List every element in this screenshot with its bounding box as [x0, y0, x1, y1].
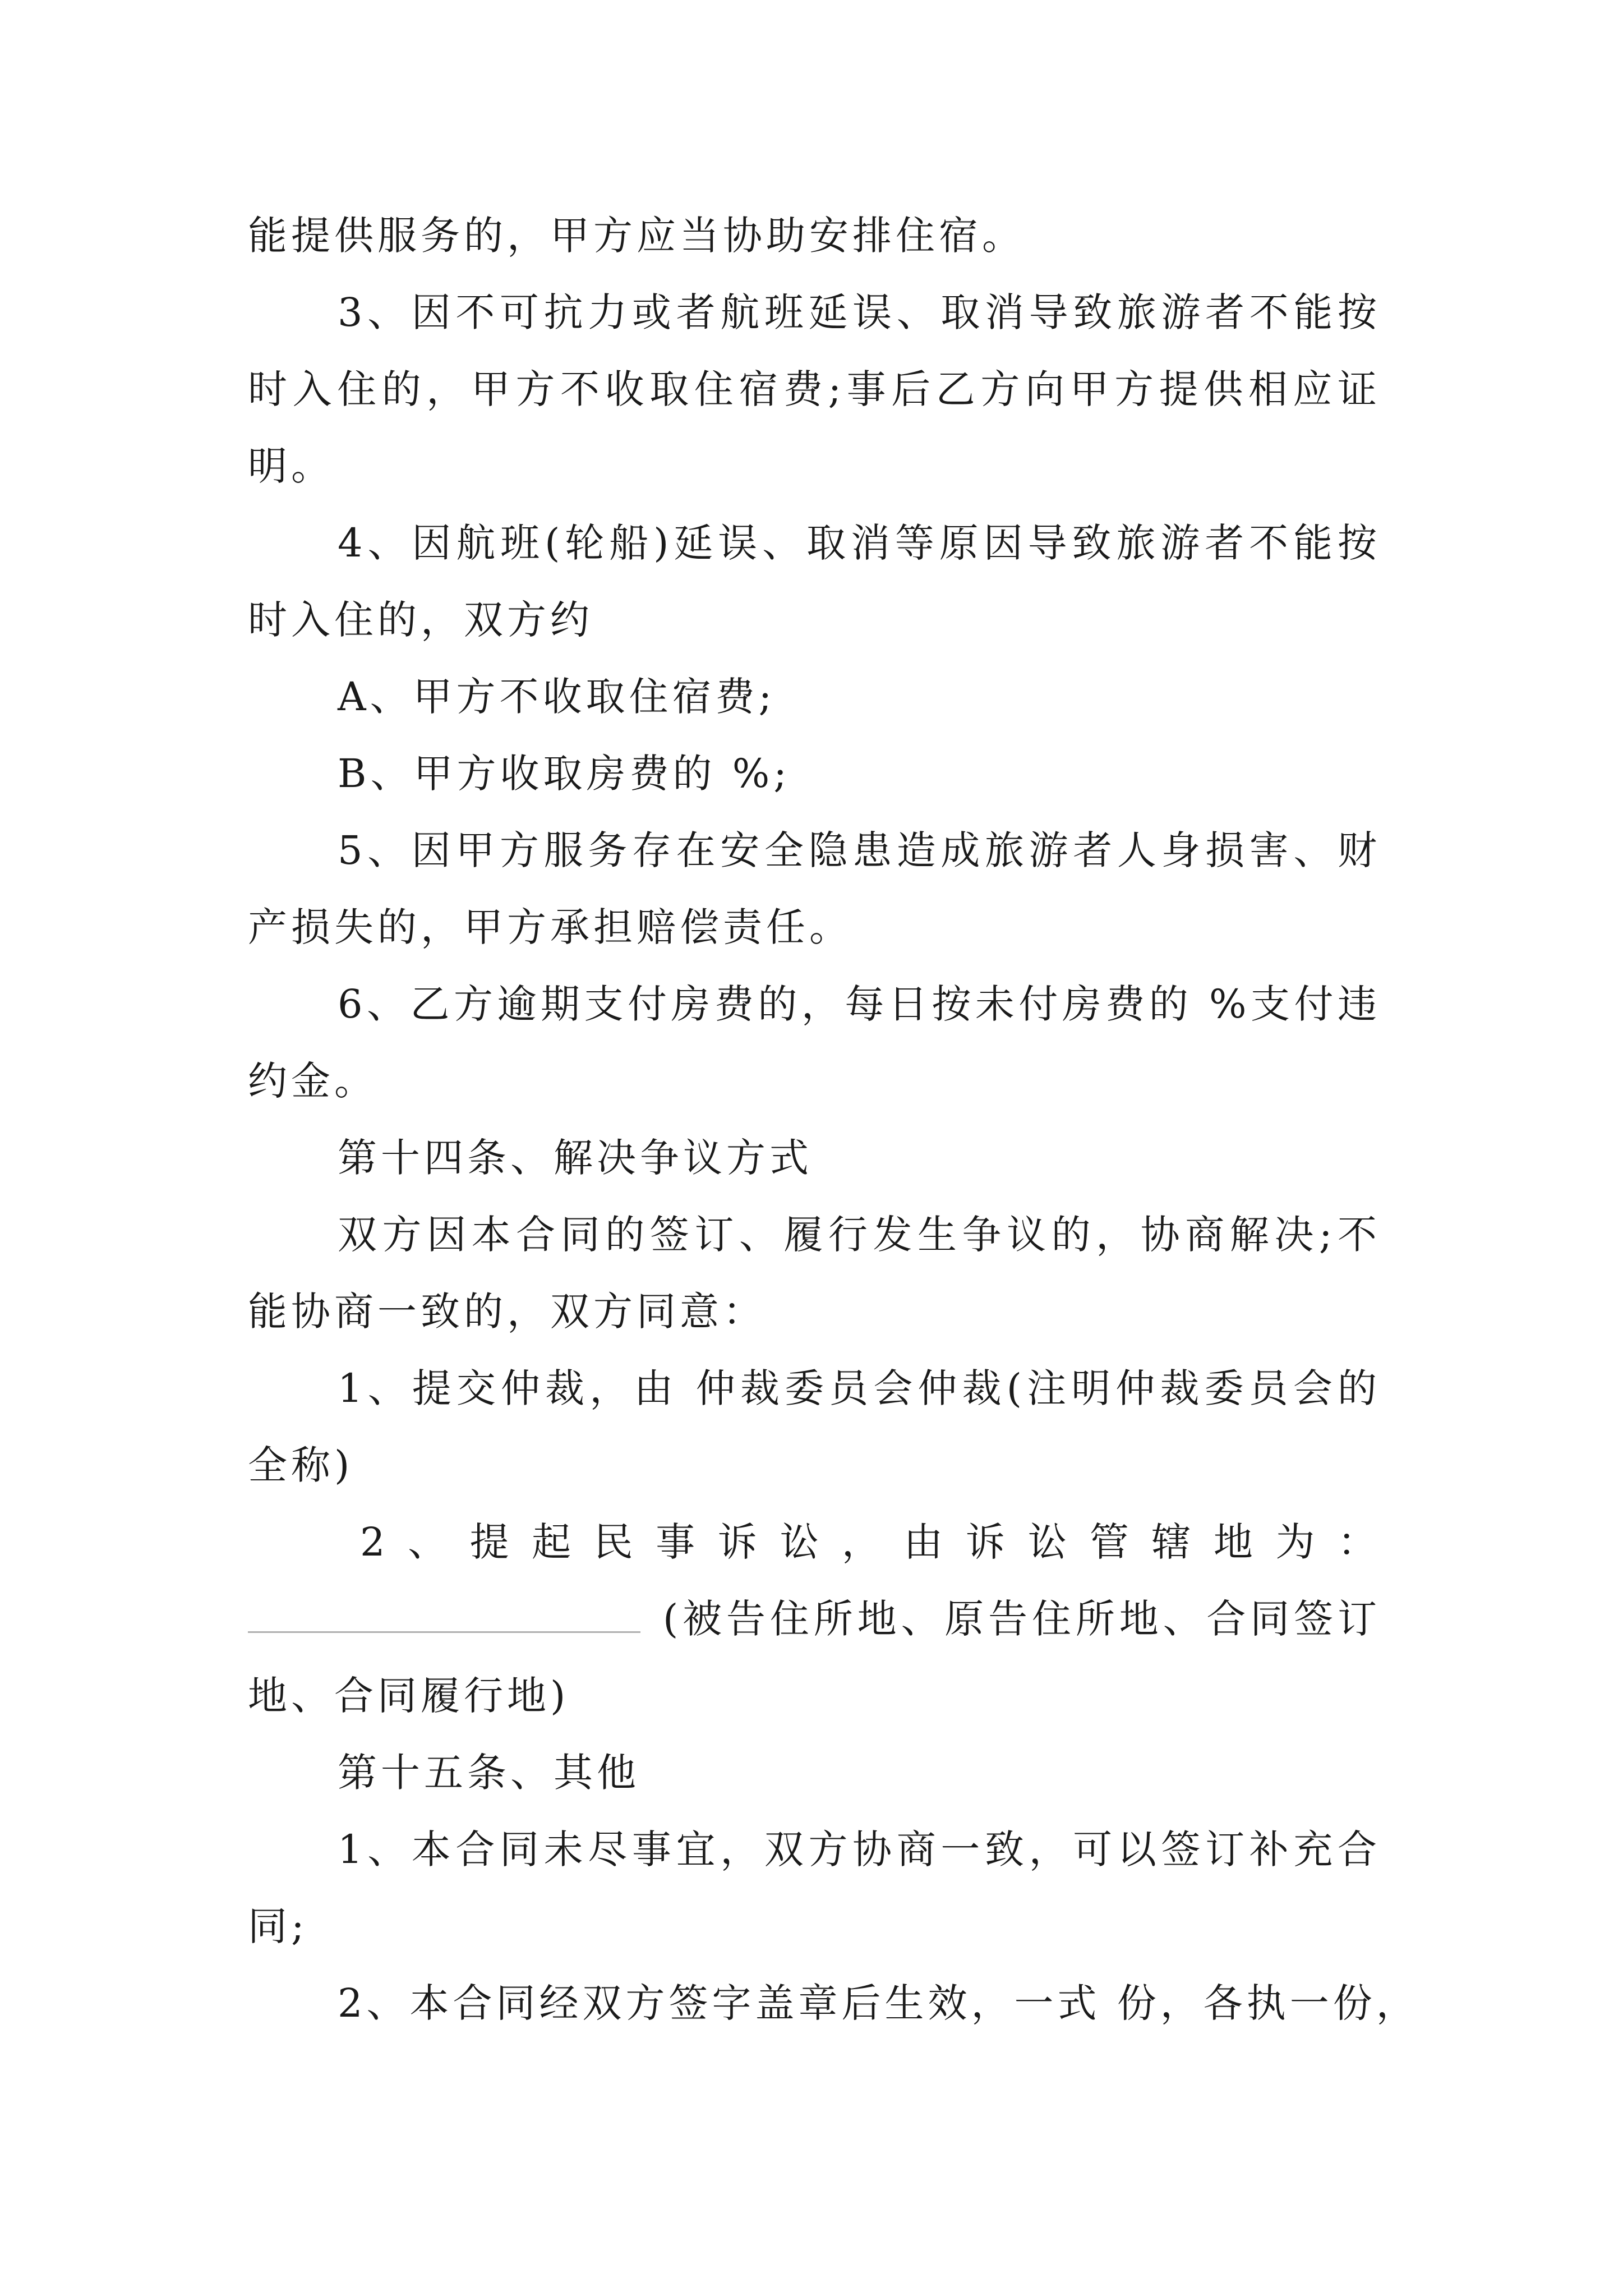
clause-3-line-2: 时入住的，甲方不收取住宿费;事后乙方向甲方提供相应证: [248, 366, 1381, 412]
article-14-line-1: 双方因本合同的签订、履行发生争议的，协商解决;不: [338, 1212, 1381, 1258]
litigation-line-3: 地、合同履行地): [248, 1673, 570, 1719]
article-14-heading: 第十四条、解决争议方式: [338, 1135, 813, 1181]
article-15-item-1-line-1: 1、本合同未尽事宜，双方协商一致，可以签订补充合: [338, 1826, 1381, 1872]
litigation-line-1: 2、提起民事诉讼，由诉讼管辖地为：: [360, 1519, 1381, 1565]
clause-3-line-1: 3、因不可抗力或者航班延误、取消导致旅游者不能按: [338, 289, 1381, 335]
clause-4-line-2: 时入住的，双方约: [248, 597, 593, 643]
clause-4-line-1: 4、因航班(轮船)延误、取消等原因导致旅游者不能按: [338, 520, 1381, 566]
blank-fill-line: [248, 1631, 640, 1633]
clause-3-line-3: 明。: [248, 443, 334, 489]
paragraph-line: 能提供服务的，甲方应当协助安排住宿。: [248, 213, 1025, 259]
article-14-line-2: 能协商一致的，双方同意：: [248, 1289, 766, 1335]
article-15-item-1-line-2: 同;: [248, 1903, 308, 1949]
arbitration-line-1: 1、提交仲裁，由 仲裁委员会仲裁(注明仲裁委员会的: [338, 1365, 1381, 1411]
clause-6-line-1: 6、乙方逾期支付房费的，每日按未付房费的 %支付违: [338, 981, 1381, 1027]
clause-6-line-2: 约金。: [248, 1058, 377, 1104]
article-15-item-2-line-1: 2、本合同经双方签字盖章后生效，一式 份，各执一份，: [338, 1980, 1419, 2026]
option-b: B、甲方收取房费的 %;: [338, 751, 791, 797]
clause-5-line-2: 产损失的，甲方承担赔偿责任。: [248, 904, 852, 950]
litigation-line-2: (被告住所地、原告住所地、合同签订: [663, 1596, 1381, 1642]
clause-5-line-1: 5、因甲方服务存在安全隐患造成旅游者人身损害、财: [338, 827, 1381, 873]
arbitration-line-2: 全称): [248, 1442, 354, 1488]
article-15-heading: 第十五条、其他: [338, 1750, 640, 1796]
option-a: A、甲方不收取住宿费;: [338, 674, 776, 720]
